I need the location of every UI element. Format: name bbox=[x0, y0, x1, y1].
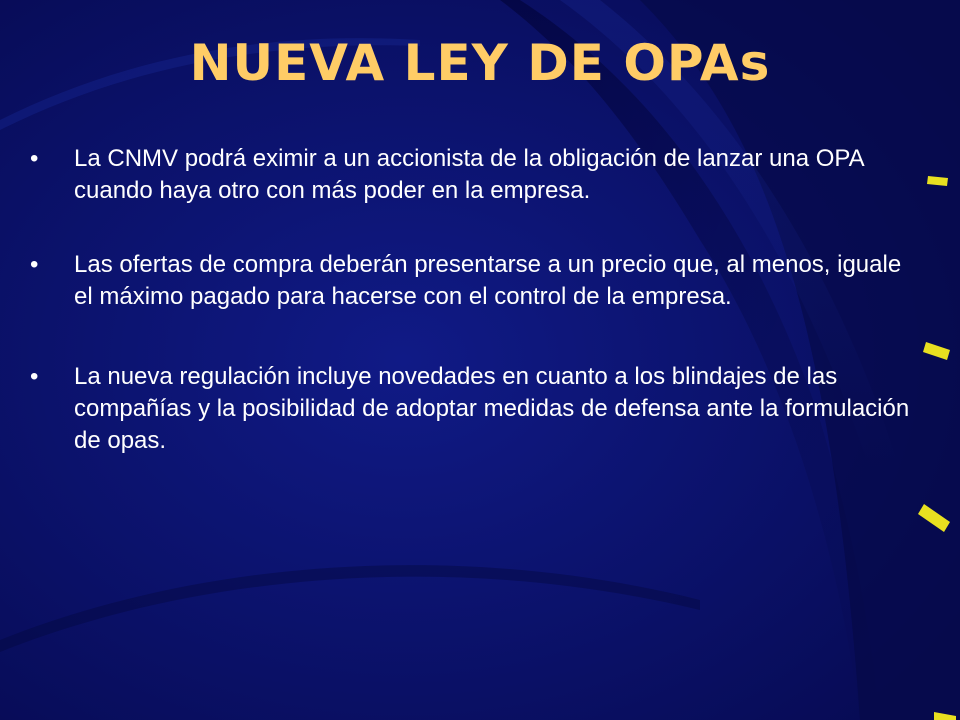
bullet-icon: • bbox=[30, 251, 39, 278]
bullet-icon: • bbox=[30, 363, 39, 390]
bullet-text: La CNMV podrá eximir a un accionista de la obligación de lanzar una OPA cuando haya otro con más poder en la empresa. bbox=[74, 145, 864, 204]
bullet-item bbox=[30, 249, 910, 313]
bullet-text: Las ofertas de compra deberán presentarse a un precio que, al menos, iguale el máximo pagado para hacerse con el control de la empresa. bbox=[74, 251, 902, 310]
bullet-text: La nueva regulación incluye novedades en cuanto a los blindajes de las compañías y la posibilidad de adoptar medidas de defensa ante la formulación de opas. bbox=[74, 363, 910, 454]
bullet-item bbox=[30, 143, 910, 207]
slide-title: NUEVA LEY DE OPAs bbox=[189, 34, 771, 92]
bullet-item bbox=[30, 361, 910, 457]
bullet-list bbox=[30, 143, 910, 499]
bullet-icon: • bbox=[30, 145, 39, 172]
